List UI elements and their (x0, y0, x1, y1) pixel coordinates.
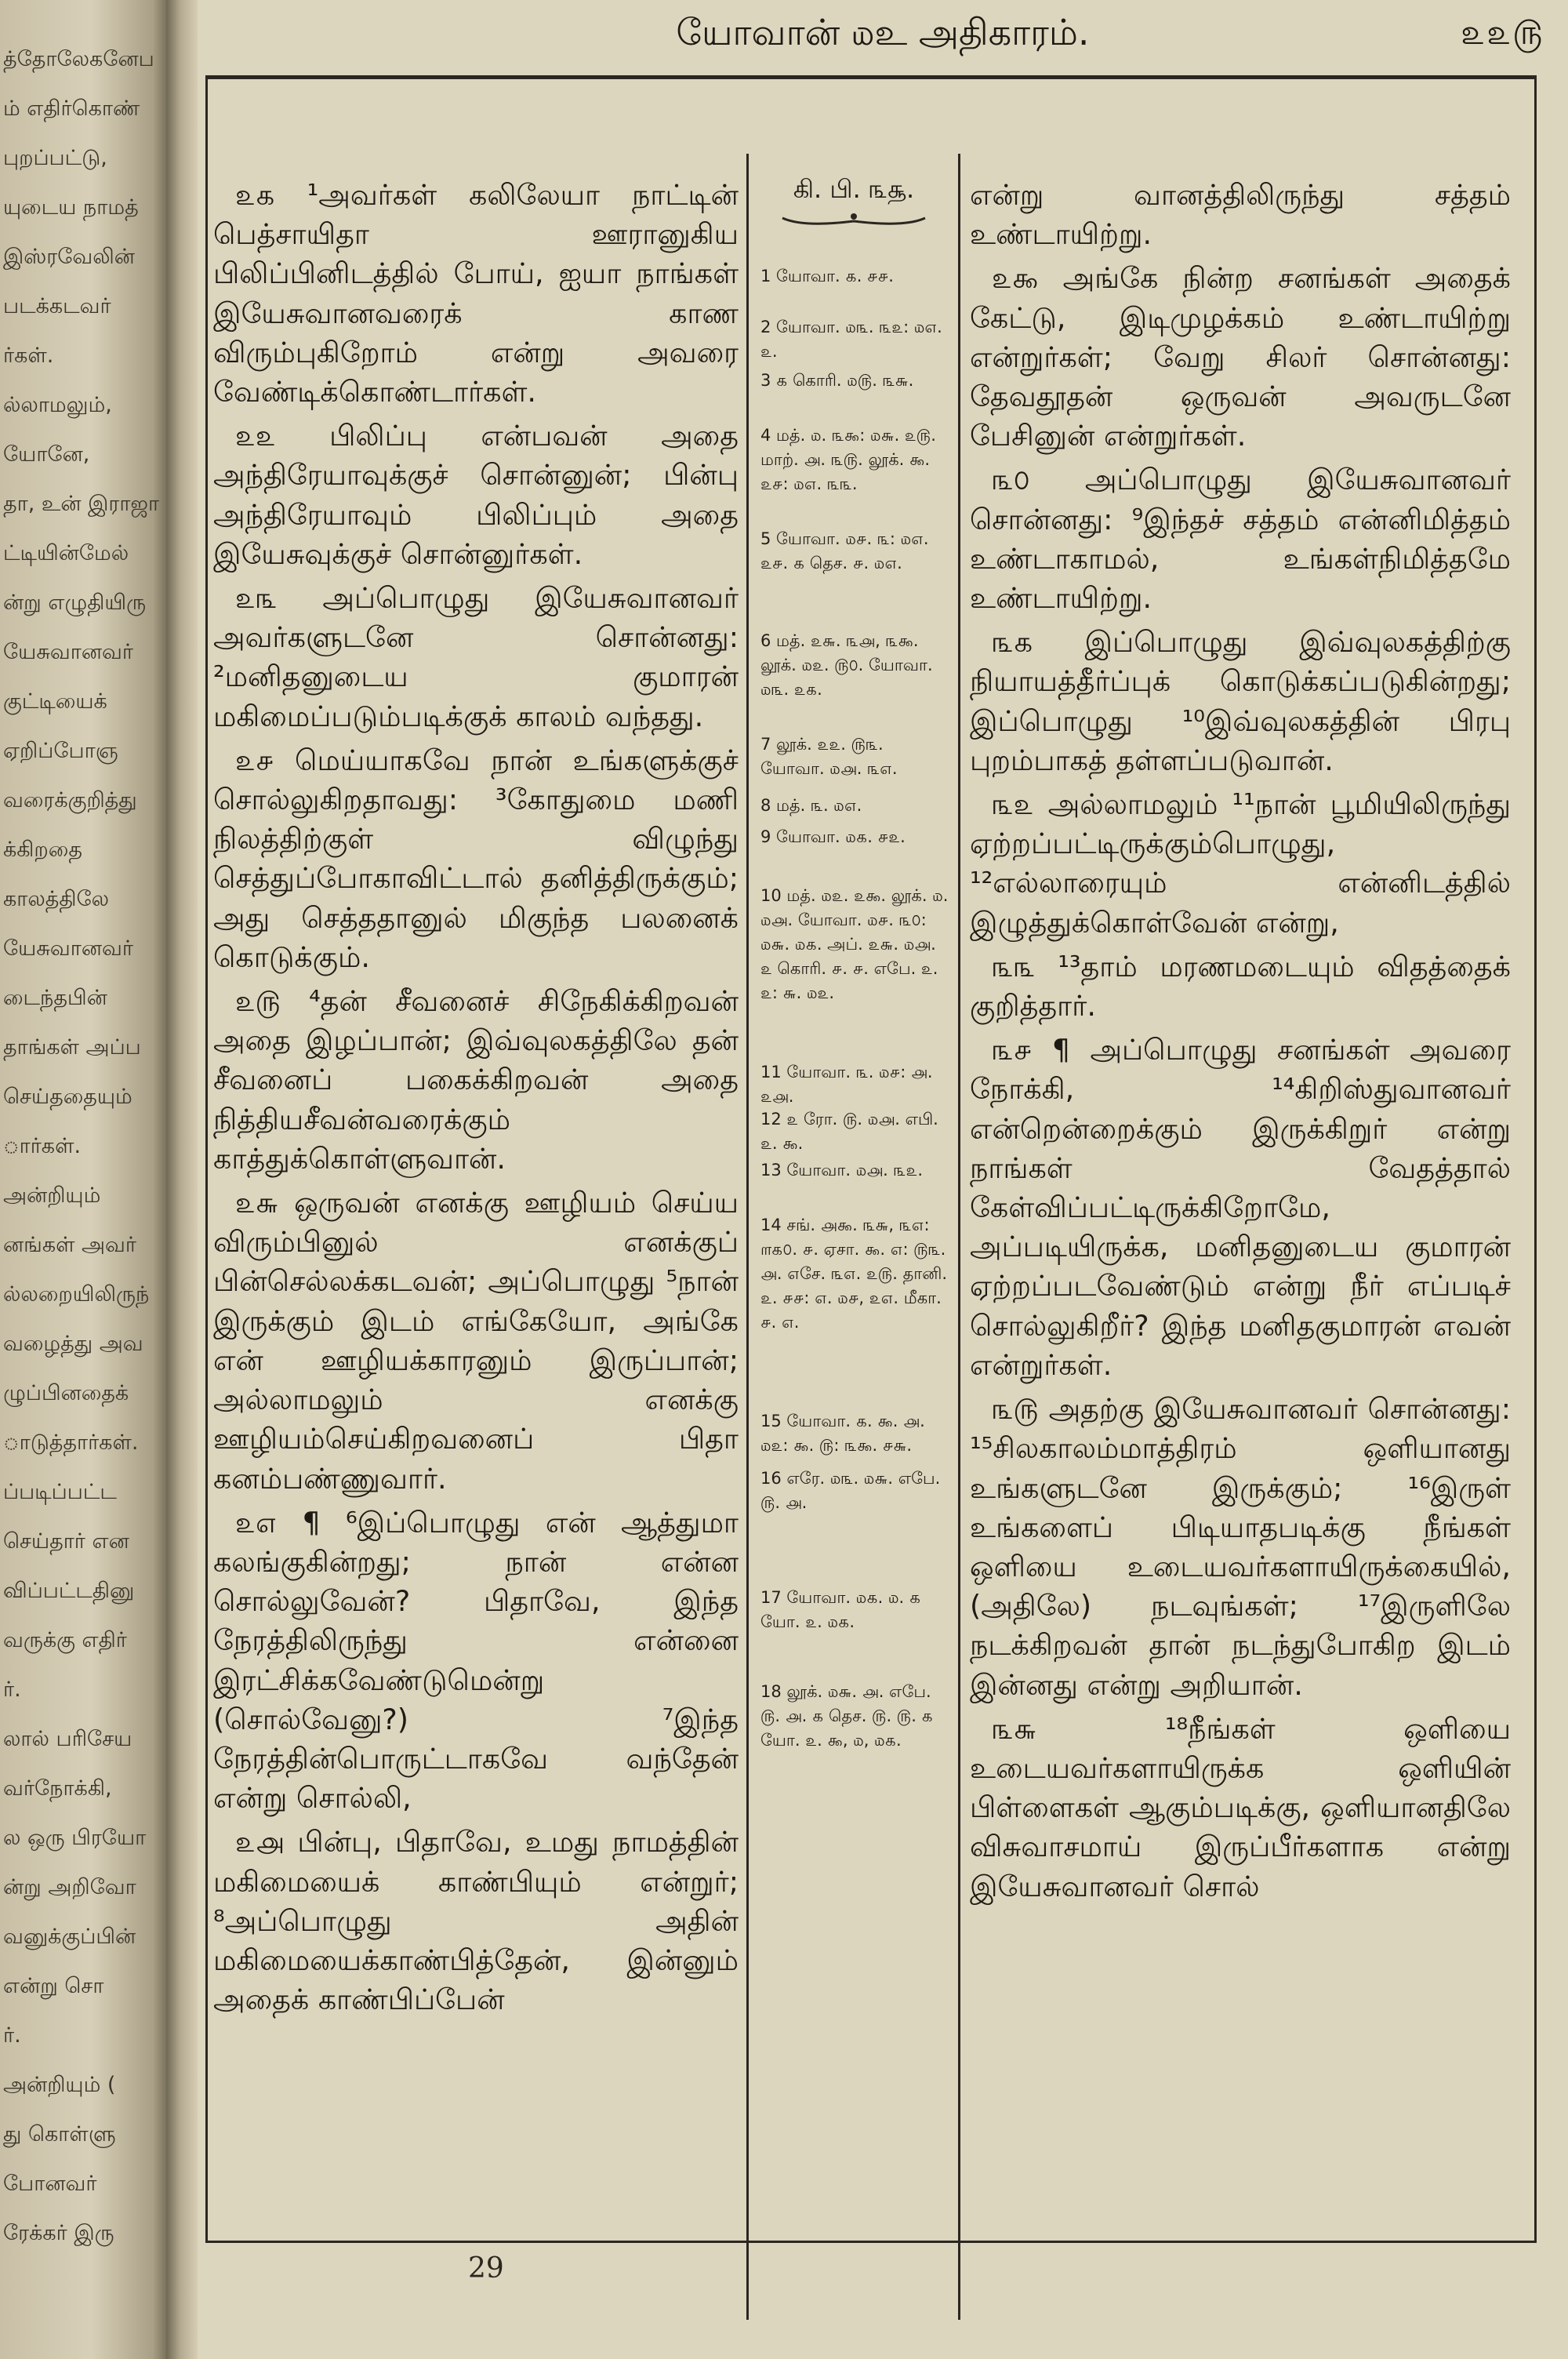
cross-reference: 18 லூக். ௰௬. ௮. எபே. ௫. ௮. ௧ தெச. ௫. ௫. ௧ யோ. ௨. ௯, ௰, ௰௧. (760, 1682, 933, 1750)
facing-page-line: ல்லாமலும், (3, 393, 112, 417)
folio-number: 29 (468, 2252, 504, 2284)
facing-page-line: யேசுவானவர் (3, 936, 134, 961)
verse-number: ௩௨ (992, 787, 1034, 822)
facing-page-line: புறப்பட்டு, (3, 146, 107, 170)
verse-paragraph (970, 947, 1511, 1026)
cross-reference: 12 ௨ ரோ. ௫. ௰௮. எபி. ௨. ௯. (760, 1110, 938, 1153)
facing-page-line: விப்பட்டதினு (3, 1579, 135, 1603)
verse-paragraph (213, 1823, 739, 2019)
column-rule-left (746, 154, 749, 2320)
cross-reference: 2 யோவா. ௰௩. ௩௨: ௰௭. ௨. (760, 318, 942, 361)
verse-number: ௨௨ (235, 419, 276, 453)
facing-page-line: தா, உன் இராஜா (3, 492, 160, 516)
facing-page-line: னங்கள் அவர் (3, 1233, 137, 1257)
facing-page-line: ன்று அறிவோ (3, 1875, 136, 1899)
verse-paragraph (213, 1183, 739, 1499)
cross-reference: 14 சங். ௮௯. ௩௬, ௩௭: ௱௧௦. ௪. ஏசா. ௯. ௭: ௫௩. ௮. ௭சே. ௩௭. ௨௫. தானி. ௨. ௪௪: ௭. ௰௪, ௨௭. மீகா. ௪. ௭. (760, 1216, 948, 1332)
verse-paragraph (970, 1710, 1511, 1906)
facing-page-line: த்தோலேகனேப (3, 47, 154, 71)
verse-text: அப்பொழுது இயேசுவானவர் அவர்களுடனே சொன்னது: ²மனிதனுடைய குமாரன் மகிமைப்படும்படிக்குக் காலம் வந்தது. (213, 581, 739, 733)
verse-text: ¹⁸நீங்கள் ஒளியை உடையவர்களாயிருக்க ஒளியின் பிள்ளைகள் ஆகும்படிக்கு, ஒளியானதிலே விசுவாசமாய் இருப்பீர்களாக என்று இயேசுவானவர் சொல் (970, 1711, 1511, 1903)
verse-text: பிலிப்பு என்பவன் அதை அந்திரேயாவுக்குச் சொன்னுன்; பின்பு அந்திரேயாவும் பிலிப்பும் அதை இயேசுவுக்குச் சொன்னுர்கள். (213, 419, 739, 571)
facing-page-line: வர்நோக்கி, (3, 1776, 112, 1801)
verse-number: ௨௧ (235, 178, 275, 212)
verse-number: ௨௫ (235, 984, 281, 1019)
verse-number: ௩௪ (992, 1033, 1033, 1067)
verse-text: பின்பு, பிதாவே, உமது நாமத்தின் மகிமையைக் காண்பியும் என்றுர்; ⁸அப்பொழுது அதின் மகிமையைக்காண்பித்தேன், இன்னும் அதைக் காண்பிப்பேன் (213, 1825, 739, 2017)
verse-number: ௩௩ (992, 949, 1036, 983)
page-number: ௨௨௫ (1461, 13, 1544, 53)
verse-text: அல்லாமலும் ¹¹நான் பூமியிலிருந்து ஏற்றப்பட்டிருக்கும்பொழுது, ¹²எல்லாரையும் என்னிடத்தில் இழுத்துக்கொள்வேன் என்று, (970, 787, 1511, 940)
facing-page-line: ப்படிப்பட்ட (3, 1480, 117, 1504)
facing-page-line: யேசுவானவர் (3, 640, 134, 664)
header-rule (205, 75, 1537, 78)
facing-page-line: வரைக்குறித்து (3, 788, 137, 812)
verse-text: என்று வானத்திலிருந்து சத்தம் உண்டாயிற்று. (970, 178, 1511, 252)
verse-text: மெய்யாகவே நான் உங்களுக்குச் சொல்லுகிறதாவது: ³கோதுமை மணி நிலத்திற்குள் விழுந்து செத்துப்போகாவிட்டால் தனித்திருக்கும்; அது செத்ததானுல் மிகுந்த பலனைக் கொடுக்கும். (213, 743, 739, 974)
facing-page (0, 0, 166, 2359)
verse-number: ௨௬ (235, 1186, 279, 1220)
facing-page-line: ர். (3, 2023, 21, 2048)
facing-page-line: போனவர் (3, 2172, 97, 2196)
verse-text: இப்பொழுது இவ்வுலகத்திற்கு நியாயத்தீர்ப்புக் கொடுக்கப்படுகின்றது; இப்பொழுது ¹⁰இவ்வுலகத்தின் பிரபு புறம்பாகத் தள்ளப்படுவான். (970, 625, 1511, 777)
facing-page-line: ரேக்கர் இரு (3, 2221, 114, 2245)
facing-page-line: ழுப்பினதைக் (3, 1381, 129, 1405)
facing-page-line: ட்டியின்மேல் (3, 541, 129, 565)
verse-text: ¶ ⁶இப்பொழுது என் ஆத்துமா கலங்குகின்றது; நான் என்ன சொல்லுவேன்? பிதாவே, இந்த நேரத்திலிருந்து என்னை இரட்சிக்கவேண்டுமென்று (சொல்வேனு?) ⁷இந்த நேரத்தின்பொருட்டாகவே வந்தேன் என்று சொல்லி, (213, 1505, 739, 1816)
verse-paragraph (213, 741, 739, 977)
verse-paragraph (970, 176, 1511, 254)
verse-number: ௩௬ (992, 1711, 1037, 1746)
reference-margin (756, 174, 952, 1750)
cross-reference: 17 யோவா. ௰௧. ௰. ௧ யோ. ௨. ௰௧. (760, 1588, 921, 1631)
facing-page-line: ஏறிப்போஞ (3, 739, 118, 763)
verse-number: ௨௯ (992, 261, 1039, 296)
verse-number: ௩௧ (992, 625, 1033, 660)
facing-page-line: ல ஒரு பிரயோ (3, 1826, 147, 1850)
facing-page-line: இஸ்ரவேலின் (3, 245, 135, 269)
facing-page-line: ார்கள். (3, 1134, 82, 1158)
cross-reference: 6 மத். ௨௬. ௩௮, ௩௯. லூக். ௰௨. ௫௦. யோவா. ௰௩. ௨௧. (760, 631, 933, 699)
facing-page-line: ன்று எழுதியிரு (3, 591, 147, 615)
facing-page-line: வருக்கு எதிர் (3, 1628, 127, 1652)
verse-number: ௨௭ (235, 1505, 278, 1539)
facing-page-line: யோனே, (3, 442, 90, 467)
facing-page-line: ர்கள். (3, 343, 54, 368)
verse-text: ¶ அப்பொழுது சனங்கள் அவரை நோக்கி, ¹⁴கிறிஸ்துவானவர் என்றென்றைக்கும் இருக்கிறுர் என்று நாங்கள் வேதத்தால் கேள்விப்பட்டிருக்கிறோமே, அப்படியிருக்க, மனிதனுடைய குமாரன் ஏற்றப்படவேண்டும் என்று நீர் எப்படிச் சொல்லுகிறீர்? இந்த மனிதகுமாரன் எவன் என்றுர்கள். (970, 1033, 1512, 1382)
facing-page-line: செய்தார் என (3, 1529, 129, 1554)
verse-paragraph (970, 623, 1511, 780)
cross-reference: 4 மத். ௰. ௩௯: ௰௬. ௨௫. மாற். ௮. ௩௫. லூக். ௯. ௨௪: ௰௭. ௩௩. (760, 426, 936, 493)
facing-page-line: வழைத்து அவ (3, 1332, 143, 1356)
text-column-right (970, 176, 1511, 1906)
cross-reference: 5 யோவா. ௰௪. ௩: ௰௭. ௨௪. ௧ தெச. ௪. ௰௭. (760, 529, 929, 572)
verse-number: ௩௦ (992, 463, 1030, 497)
facing-page-line: து கொள்ளு (3, 2122, 116, 2146)
margin-heading: கி. பி. ௩௲. (793, 174, 915, 204)
verse-paragraph (213, 1503, 739, 1819)
cross-reference: 13 யோவா. ௰௮. ௩௨. (760, 1161, 924, 1180)
verse-number: ௨௮ (235, 1825, 285, 1859)
verse-paragraph (970, 259, 1511, 456)
cross-reference: 15 யோவா. ௧. ௯. ௮. ௰௨: ௯. ௫: ௩௯. ௪௬. (760, 1412, 925, 1455)
facing-page-line: அன்றியும் (3, 1183, 101, 1208)
verse-paragraph (970, 1030, 1511, 1385)
facing-page-line: லால் பரிசேய (3, 1727, 132, 1751)
facing-page-line: க்கிறதை (3, 838, 82, 862)
cross-reference: 7 லூக். ௨௨. ௫௩. யோவா. ௰௮. ௩௭. (760, 735, 898, 778)
verse-paragraph (213, 982, 739, 1179)
facing-page-line: ல்லறையிலிருந் (3, 1282, 150, 1307)
facing-page-line: காலத்திலே (3, 887, 110, 911)
verse-text: அப்பொழுது இயேசுவானவர் சொன்னது: ⁹இந்தச் சத்தம் என்னிமித்தம் உண்டாகாமல், உங்கள்நிமித்தமே உண்டாயிற்று. (970, 463, 1511, 616)
verse-paragraph (213, 176, 739, 412)
facing-page-line: என்று சொ (3, 1974, 104, 1998)
facing-page-line: யுடைய நாமத் (3, 195, 139, 220)
verse-paragraph (970, 1390, 1511, 1705)
cross-reference: 10 மத். ௰௨. ௨௯. லூக். ௰. ௰௮. யோவா. ௰௪. ௩௦: ௰௬. ௰௧. அப். ௨௬. ௰௮. ௨ கொரி. ௪. ௪. எபே. ௨. ௨: ௬. ௰௨. (760, 886, 949, 1002)
book-gutter (166, 0, 198, 2359)
cross-reference: 11 யோவா. ௩. ௰௪: ௮. ௨௮. (760, 1063, 933, 1106)
flourish-ornament (779, 209, 928, 229)
verse-text: ¹அவர்கள் கலிலேயா நாட்டின் பெத்சாயிதா ஊரானுகிய பிலிப்பினிடத்தில் போய், ஐயா நாங்கள் இயேசுவானவரைக் காண விரும்புகிறோம் என்று அவரை வேண்டிக்கொண்டார்கள். (213, 178, 739, 409)
cross-reference: 1 யோவா. ௧. ௪௪. (760, 267, 894, 285)
verse-paragraph (213, 579, 739, 736)
verse-text: ⁴தன் சீவனைச் சிநேகிக்கிறவன் அதை இழப்பான்; இவ்வுலகத்திலே தன் சீவனைப் பகைக்கிறவன் அதை நித்தியசீவன்வரைக்கும் காத்துக்கொள்ளுவான். (213, 984, 739, 1176)
verse-paragraph (970, 460, 1511, 618)
verse-number: ௨௩ (235, 581, 278, 616)
facing-page-line: குட்டியைக் (3, 689, 107, 714)
facing-page-line: படக்கடவர் (3, 294, 111, 318)
verse-paragraph (970, 785, 1511, 943)
column-rule-right (958, 154, 960, 2320)
verse-number: ௨௪ (235, 743, 274, 777)
cross-reference: 9 யோவா. ௰௧. ௪௨. (760, 827, 906, 846)
facing-page-line: ர். (3, 1677, 21, 1702)
verse-number: ௩௫ (992, 1392, 1039, 1427)
bible-page (198, 0, 1568, 2359)
cross-reference: 8 மத். ௩. ௰௭. (760, 796, 862, 815)
verse-text: அங்கே நின்ற சனங்கள் அதைக் கேட்டு, இடிமுழக்கம் உண்டாயிற்று என்றுர்கள்; வேறு சிலர் சொன்னது: தேவதூதன் ஒருவன் அவருடனே பேசினுன் என்றுர்கள். (970, 261, 1511, 453)
verse-text: ஒருவன் எனக்கு ஊழியம் செய்ய விரும்பினுல் எனக்குப் பின்செல்லக்கடவன்; அப்பொழுது ⁵நான் இருக்கும் இடம் எங்கேயோ, அங்கே என் ஊழியக்காரனும் இருப்பான்; அல்லாமலும் எனக்கு ஊழியம்செய்கிறவனைப் பிதா கனம்பண்ணுவார். (213, 1186, 739, 1496)
text-column-left (213, 176, 739, 2019)
verse-paragraph (213, 416, 739, 574)
facing-page-line: ாடுத்தார்கள். (3, 1430, 139, 1455)
running-title: யோவான் ௰உ அதிகாரம். (676, 11, 1090, 53)
facing-page-line: ம் எதிர்கொண் (3, 96, 140, 121)
facing-page-line: டைந்தபின் (3, 986, 107, 1010)
facing-page-line: தாங்கள் அப்ப (3, 1035, 141, 1060)
facing-page-line: வனுக்குப்பின் (3, 1925, 136, 1949)
facing-page-line: செய்ததையும் (3, 1085, 132, 1109)
verse-text: ¹³தாம் மரணமடையும் விதத்தைக் குறித்தார். (970, 949, 1511, 1023)
cross-reference: 3 ௧ கொரி. ௰௫. ௩௬. (760, 371, 914, 390)
facing-page-line: அன்றியும் ( (3, 2073, 116, 2097)
cross-reference: 16 எரே. ௰௩. ௰௬. எபே. ௫. ௮. (760, 1469, 941, 1512)
verse-text: அதற்கு இயேசுவானவர் சொன்னது: ¹⁵சிலகாலம்மாத்திரம் ஒளியானது உங்களுடனே இருக்கும்; ¹⁶இருள் உங்களைப் பிடியாதபடிக்கு நீங்கள் ஒளியை உடையவர்களாயிருக்கையில், (அதிலே) நடவுங்கள்; ¹⁷இருளிலே நடக்கிறவன் தான் நடந்துபோகிற இடம் இன்னது என்று அறியான். (970, 1392, 1511, 1702)
